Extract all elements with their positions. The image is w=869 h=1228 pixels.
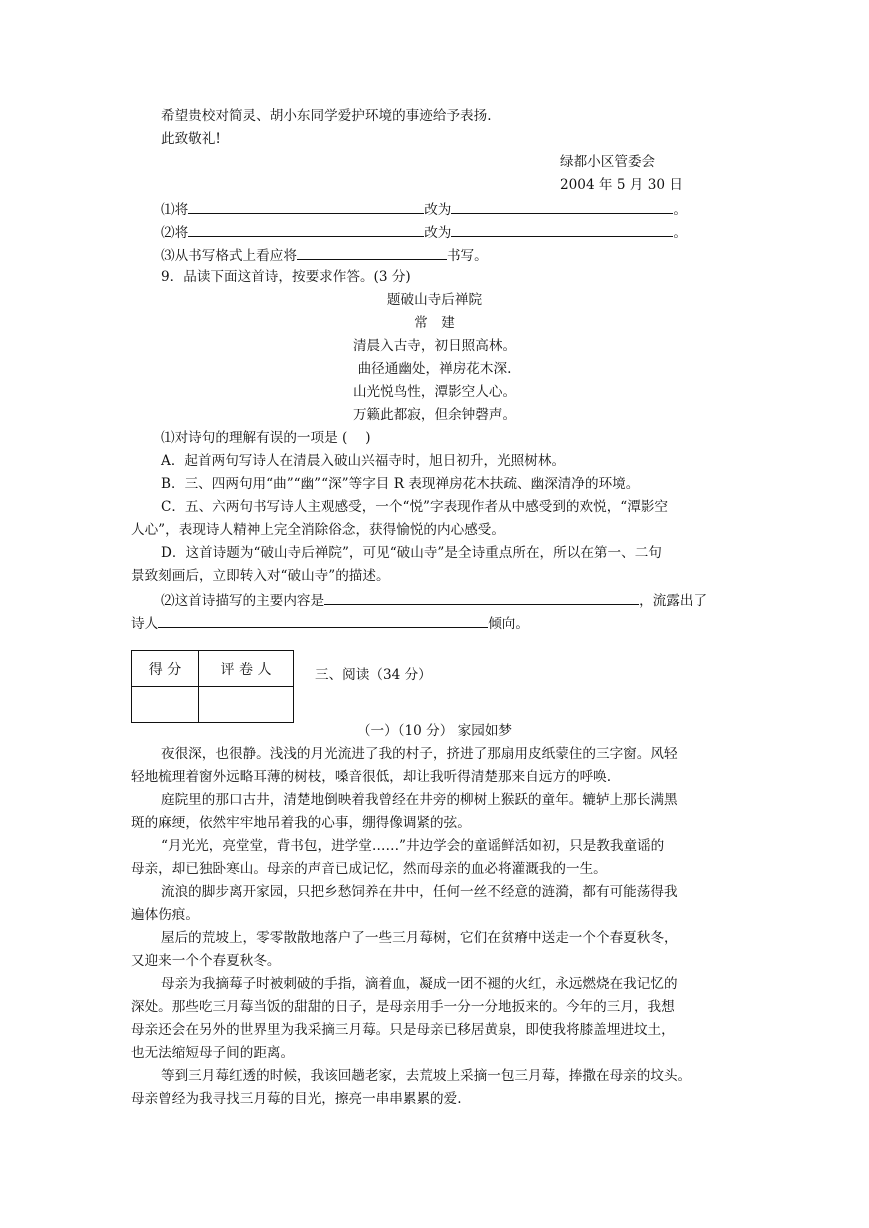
q8-item-1-end: 。	[673, 202, 687, 218]
grader-header: 评 卷 人	[199, 651, 294, 687]
q8-item-2-mid: 改为	[424, 225, 452, 241]
q8-item-3-end: 书写。	[446, 248, 488, 264]
passage-line: 斑的麻绠，依然牢牢地吊着我的心事，绷得像调紧的弦。	[131, 815, 471, 831]
q9-stem: 9．品读下面这首诗，按要求作答。(3 分)	[161, 269, 411, 285]
q9-sub2-prefix: ⑵这首诗描写的主要内容是	[161, 593, 325, 609]
poem-line: 清晨入古寺，初日照高林。	[352, 338, 517, 354]
q8-item-2-end: 。	[673, 225, 687, 241]
q9-sub2-end: 倾向。	[488, 616, 529, 632]
passage-line: 流浪的脚步离开家园，只把乡愁饲养在井中，任何一丝不经意的涟漪，都有可能荡得我	[161, 884, 678, 900]
poem-line: 万籁此都寂，但余钟磬声。	[352, 407, 517, 423]
answer-blank[interactable]	[451, 222, 673, 237]
answer-blank[interactable]	[451, 199, 673, 214]
passage-line: 母亲，却已独卧寒山。母亲的声音已成记忆，然而母亲的血必将灌溉我的一生。	[131, 861, 607, 877]
answer-blank[interactable]	[188, 199, 424, 214]
score-box	[131, 650, 294, 723]
q9-sub2-mid: ，流露出了	[639, 593, 708, 609]
option-b: B．三、四两句用“曲”“幽”“深”等字目 R 表现禅房花木扶疏、幽深清净的环境。	[161, 476, 640, 492]
q9-sub2-line2-prefix: 诗人	[131, 616, 159, 632]
poem-author: 常 建	[414, 315, 455, 331]
passage-line: 遍体伤痕。	[131, 907, 199, 923]
q8-item-2	[161, 222, 687, 242]
q8-item-3	[161, 245, 488, 265]
passage-line: 也无法缩短母子间的距离。	[131, 1045, 295, 1061]
passage-line: 轻地梳理着窗外远略耳薄的树枝，嗓音很低，却让我听得清楚那来自远方的呼唤.	[131, 769, 612, 785]
poem-line: 山光悦鸟性，潭影空人心。	[352, 384, 517, 400]
option-c-cont: 人心”，表现诗人精神上完全消除俗念，获得愉悦的内心感受。	[131, 522, 505, 538]
answer-blank[interactable]	[188, 222, 424, 237]
option-a: A．起首两句写诗人在清晨入破山兴福寺时，旭日初升，光照树林。	[161, 453, 566, 469]
poem-line: 曲径通幽处，禅房花木深.	[357, 361, 512, 377]
score-header: 得 分	[132, 651, 199, 687]
passage-line: 等到三月莓红透的时候，我该回趟老家，去荒坡上采摘一包三月莓，捧撒在母亲的坟头。	[161, 1068, 692, 1084]
passage-line: 母亲曾经为我寻找三月莓的目光，擦亮一串串累累的爱.	[131, 1091, 462, 1107]
q8-item-1-mid: 改为	[424, 202, 452, 218]
letter-salutation: 此致敬礼!	[161, 131, 221, 147]
poem-title: 题破山寺后禅院	[386, 292, 483, 308]
q8-item-3-prefix: ⑶从书写格式上看应将	[161, 248, 297, 264]
q9-sub2-line2	[131, 613, 529, 633]
passage-title: （一）（10 分） 家园如梦	[356, 723, 513, 739]
q8-item-1	[161, 199, 687, 219]
answer-blank[interactable]	[158, 613, 488, 628]
q9-sub2	[161, 590, 707, 610]
answer-blank[interactable]	[297, 245, 447, 260]
score-cell[interactable]	[132, 687, 199, 723]
passage-line: 母亲还会在另外的世界里为我采摘三月莓。只是母亲已移居黄泉，即使我将膝盖埋进坟土，	[131, 1022, 675, 1038]
option-d-cont: 景致刻画后，立即转入对“破山寺”的描述。	[131, 568, 390, 584]
passage-line: 屋后的荒坡上，零零散散地落户了一些三月莓树，它们在贫瘠中送走一个个春夏秋冬，	[161, 930, 678, 946]
section-heading: 三、阅读（34 分）	[315, 667, 432, 683]
letter-signature-org: 绿都小区管委会	[560, 154, 656, 170]
passage-line: 庭院里的那口古井，清楚地倒映着我曾经在井旁的柳树上猴跃的童年。辘轳上那长满黑	[161, 792, 678, 808]
option-d: D．这首诗题为“破山寺后禅院”，可见“破山寺”是全诗重点所在，所以在第一、二句	[161, 545, 662, 561]
passage-line: 又迎来一个个春夏秋冬。	[131, 953, 281, 969]
option-c: C．五、六两句书写诗人主观感受，一个“悦”字表现作者从中感受到的欢悦，“潭影空	[161, 499, 669, 515]
grader-cell[interactable]	[199, 687, 294, 723]
passage-line: “月光光，亮堂堂，背书包，进学堂……”井边学会的童谣鲜活如初，只是教我童谣的	[161, 838, 665, 854]
answer-blank[interactable]	[324, 590, 639, 605]
q8-item-1-prefix: ⑴将	[161, 202, 189, 218]
letter-closing-line: 希望贵校对简灵、胡小东同学爱护环境的事迹给予表扬.	[161, 108, 492, 124]
passage-line: 深处。那些吃三月莓当饭的甜甜的日子，是母亲用手一分一分地扳来的。今年的三月，我想	[131, 999, 675, 1015]
q9-sub1: ⑴对诗句的理解有误的一项是 ( )	[161, 430, 371, 446]
passage-line: 母亲为我摘莓子时被刺破的手指，滴着血，凝成一团不褪的火红，永远燃烧在我记忆的	[161, 976, 678, 992]
q8-item-2-prefix: ⑵将	[161, 225, 189, 241]
letter-signature-date: 2004 年 5 月 30 日	[560, 177, 683, 193]
passage-line: 夜很深，也很静。浅浅的月光流进了我的村子，挤进了那扇用皮纸蒙住的三字窗。风轻	[161, 746, 678, 762]
